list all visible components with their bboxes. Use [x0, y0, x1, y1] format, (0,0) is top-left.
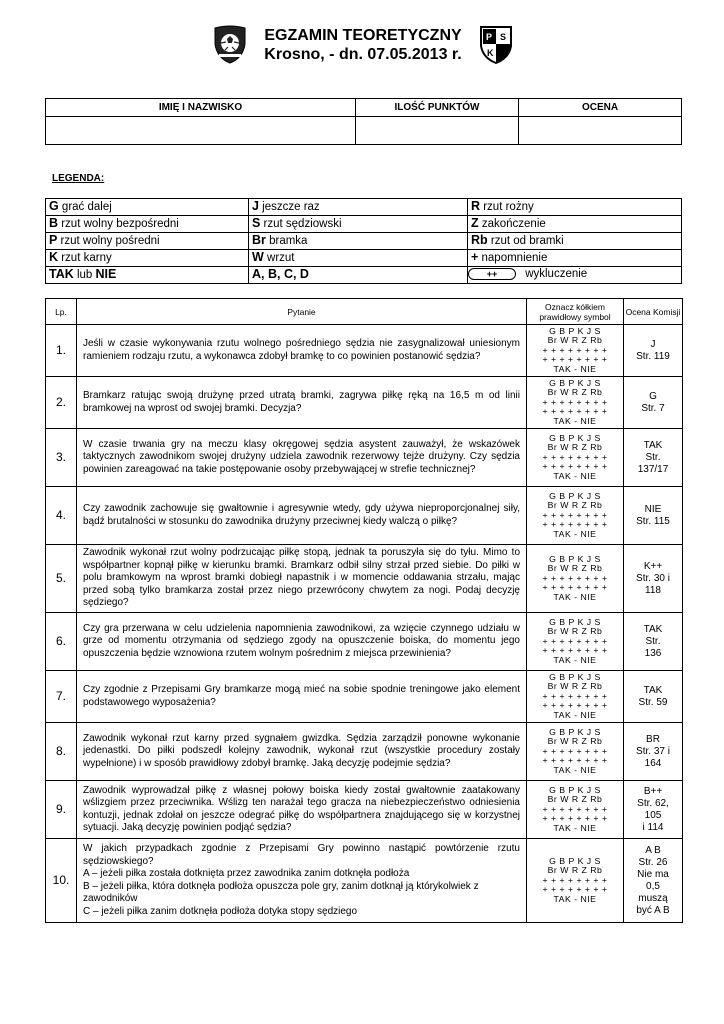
legend-cell: S rzut sędziowski: [249, 216, 468, 233]
question-number: 7.: [46, 671, 77, 723]
question-row: [46, 613, 683, 671]
header-grade: OCENA: [519, 99, 682, 117]
expulsion-badge: ++: [468, 268, 516, 280]
legend-key: J: [252, 199, 259, 213]
committee-answer: A B Str. 26 Nie ma 0,5 muszą być A B: [624, 839, 683, 923]
question-row: [46, 839, 683, 923]
question-text: Jeśli w czasie wykonywania rzutu wolnego pośredniego sędzia nie zasygnalizował uniesionym ramieniem rodzaju rzutu, a wykonawca zdobył bramkę to co powinien postanowić sędzia?: [77, 325, 527, 377]
question-row: [46, 429, 683, 487]
question-row: [46, 781, 683, 839]
legend-row: [46, 216, 682, 233]
legend-row: [46, 267, 682, 284]
header-answer: Ocena Komisji: [624, 299, 683, 325]
legend-cell: G grać dalej: [46, 199, 249, 216]
question-row: [46, 377, 683, 429]
psk-letter-s: S: [500, 32, 507, 42]
club-shield-logo-icon: [213, 24, 247, 64]
exam-date-line: Krosno, - dn. 07.05.2013 r.: [264, 46, 462, 63]
question-row: [46, 545, 683, 613]
header-symbol: Oznacz kółkiem prawidłowy symbol: [527, 299, 624, 325]
legend-cell: TAK lub NIE: [46, 267, 249, 284]
question-text: Zawodnik wykonał rzut wolny podrzucając piłkę stopą, jednak ta poruszyła się do tyłu. Mimo to współpartner kopnął piłkę w kierunku bramki. Bramkarz odbił silny strzał przed siebie. Do piłki w polu bramkowym na wprost bramki dobiegł napastnik i w momencie oddawania strzału, mając przed sobą tylko bramkarza został przez niego przewrócony chwytem za nogi. Podaj decyzję sędziego?: [77, 545, 527, 613]
legend-cell: W wrzut: [249, 250, 468, 267]
legend-key: +: [471, 250, 479, 264]
question-number: 10.: [46, 839, 77, 923]
grade-field[interactable]: [519, 117, 682, 145]
question-row: [46, 487, 683, 545]
question-number: 1.: [46, 325, 77, 377]
name-field[interactable]: [46, 117, 356, 145]
committee-answer: TAK Str. 136: [624, 613, 683, 671]
legend-cell: ++ wykluczenie: [468, 267, 682, 284]
exam-title: [250, 26, 476, 64]
question-text: Bramkarz ratując swoją drużynę przed utratą bramki, zagrywa piłkę ręką na 16,5 m od linii bramkowej na wprost od swojej bramki. Decyzja?: [77, 377, 527, 429]
page-header: [0, 22, 724, 72]
question-text: Czy zgodnie z Przepisami Gry bramkarze mogą mieć na sobie spodnie treningowe jako element podstawowego wyposażenia?: [77, 671, 527, 723]
question-number: 9.: [46, 781, 77, 839]
legend-key: NIE: [95, 267, 117, 281]
committee-answer: NIE Str. 115: [624, 487, 683, 545]
question-row: [46, 325, 683, 377]
points-field[interactable]: [356, 117, 519, 145]
legend-key: W: [252, 250, 264, 264]
header-question: Pytanie: [77, 299, 527, 325]
answer-symbols[interactable]: G B P K J S Br W R Z Rb + + + + + + + + + + + + + + + + TAK - NIE: [527, 671, 624, 723]
legend-row: [46, 233, 682, 250]
legend-cell: B rzut wolny bezpośredni: [46, 216, 249, 233]
committee-answer: G Str. 7: [624, 377, 683, 429]
answer-symbols[interactable]: G B P K J S Br W R Z Rb + + + + + + + + + + + + + + + + TAK - NIE: [527, 487, 624, 545]
legend-key: B: [49, 216, 59, 230]
legend-cell: R rzut rożny: [468, 199, 682, 216]
answer-symbols[interactable]: G B P K J S Br W R Z Rb + + + + + + + + + + + + + + + + TAK - NIE: [527, 723, 624, 781]
legend-key: P: [49, 233, 58, 247]
question-text: Zawodnik wyprowadzał piłkę z własnej połowy boiska kiedy został gwałtownie zaatakowany wślizgiem przez przeciwnika. Wślizg ten narażał tego gracza na niebezpieczeństwo odniesienia kontuzji, jednak zdołał on jeszcze odegrać piłkę do współpartnera znajdującego się w korzystnej sytuacji. Jaką decyzję powinien podjąć sędzia?: [77, 781, 527, 839]
question-text: Zawodnik wykonał rzut karny przed sygnałem gwizdka. Sędzia zarządził ponowne wykonanie jedenastki. Do piłki podszedł kolejny zawodnik, wykonał rzut (wszystkie procedury zostały wypełnione) i w sposób prawidłowy zdobył bramkę. Jaką decyzję podejmie sędzia?: [77, 723, 527, 781]
student-info-table: [45, 98, 682, 145]
committee-answer: TAK Str. 137/17: [624, 429, 683, 487]
legend-cell: Br bramka: [249, 233, 468, 250]
question-number: 2.: [46, 377, 77, 429]
question-row: [46, 723, 683, 781]
question-text: W czasie trwania gry na meczu klasy okręgowej sędzia asystent zauważył, że wskazówek taktycznych zawodnikom swojej drużyny udziela zawodnik rezerwowy tejże drużyny. Czy sędzia powinien zareagować na takie postępowanie osoby przebywającej w strefie technicznej?: [77, 429, 527, 487]
answer-symbols[interactable]: G B P K J S Br W R Z Rb + + + + + + + + + + + + + + + + TAK - NIE: [527, 377, 624, 429]
legend-key: Rb: [471, 233, 488, 247]
question-text: W jakich przypadkach zgodnie z Przepisami Gry powinno nastąpić powtórzenie rzutu sędziowskiego? A – jeżeli piłka została dotknięta przez zawodnika zanim dotknęła podłoża B – jeżeli piłka, która dotknęła podłoża opuszcza pole gry, zanim dotknął ją którykolwiek z zawodników C – jeżeli piłka zanim dotknęła podłoża dotyka stopy sędziego: [77, 839, 527, 923]
psk-letter-k: K: [487, 48, 494, 58]
answer-symbols[interactable]: G B P K J S Br W R Z Rb + + + + + + + + + + + + + + + + TAK - NIE: [527, 839, 624, 923]
psk-shield-logo-icon: [479, 24, 513, 64]
legend-key: G: [49, 199, 59, 213]
committee-answer: J Str. 119: [624, 325, 683, 377]
answer-symbols[interactable]: G B P K J S Br W R Z Rb + + + + + + + + + + + + + + + + TAK - NIE: [527, 429, 624, 487]
legend-cell: K rzut karny: [46, 250, 249, 267]
question-number: 4.: [46, 487, 77, 545]
question-text: Czy zawodnik zachowuje się gwałtownie i agresywnie wtedy, gdy używa nieproporcjonalnej siły, bądź brutalności w stosunku do zawodnika drużyny przeciwnej kiedy walczą o piłkę?: [77, 487, 527, 545]
answer-symbols[interactable]: G B P K J S Br W R Z Rb + + + + + + + + + + + + + + + + TAK - NIE: [527, 545, 624, 613]
header-name: IMIĘ I NAZWISKO: [46, 99, 356, 117]
psk-letter-p: P: [486, 32, 493, 42]
legend-row: [46, 250, 682, 267]
exam-title-line1: EGZAMIN TEORETYCZNY: [264, 27, 462, 44]
legend-key: K: [49, 250, 59, 264]
answer-symbols[interactable]: G B P K J S Br W R Z Rb + + + + + + + + + + + + + + + + TAK - NIE: [527, 781, 624, 839]
legend-key: R: [471, 199, 481, 213]
answer-symbols[interactable]: G B P K J S Br W R Z Rb + + + + + + + + + + + + + + + + TAK - NIE: [527, 325, 624, 377]
question-number: 8.: [46, 723, 77, 781]
legend-cell: Rb rzut od bramki: [468, 233, 682, 250]
committee-answer: B++ Str. 62, 105 i 114: [624, 781, 683, 839]
legend-table: [45, 198, 682, 284]
legend-key: S: [252, 216, 261, 230]
legend-key: TAK: [49, 267, 74, 281]
questions-table: [45, 298, 683, 923]
legend-key: Br: [252, 233, 266, 247]
question-number: 5.: [46, 545, 77, 613]
legend-key: Z: [471, 216, 479, 230]
committee-answer: BR Str. 37 i 164: [624, 723, 683, 781]
legend-key: A, B, C, D: [252, 267, 309, 281]
answer-symbols[interactable]: G B P K J S Br W R Z Rb + + + + + + + + + + + + + + + + TAK - NIE: [527, 613, 624, 671]
committee-answer: K++ Str. 30 i 118: [624, 545, 683, 613]
legend-row: [46, 199, 682, 216]
legend-cell: Z zakończenie: [468, 216, 682, 233]
legend-cell: J jeszcze raz: [249, 199, 468, 216]
header-lp: Lp.: [46, 299, 77, 325]
question-text: Czy gra przerwana w celu udzielenia napomnienia zawodnikowi, za wzięcie czynnego udziału w grze od momentu otrzymania od sędziego zgody na opuszczenie boiska, do momentu jego opuszczenia będzie wznowiona rzutem wolnym pośrednim z miejsca przewinienia?: [77, 613, 527, 671]
header-points: ILOŚĆ PUNKTÓW: [356, 99, 519, 117]
legend-cell: [249, 267, 468, 284]
legend-cell: + napomnienie: [468, 250, 682, 267]
question-number: 3.: [46, 429, 77, 487]
legend-cell: P rzut wolny pośredni: [46, 233, 249, 250]
committee-answer: TAK Str. 59: [624, 671, 683, 723]
question-number: 6.: [46, 613, 77, 671]
question-row: [46, 671, 683, 723]
legend-label: LEGENDA:: [52, 173, 105, 184]
